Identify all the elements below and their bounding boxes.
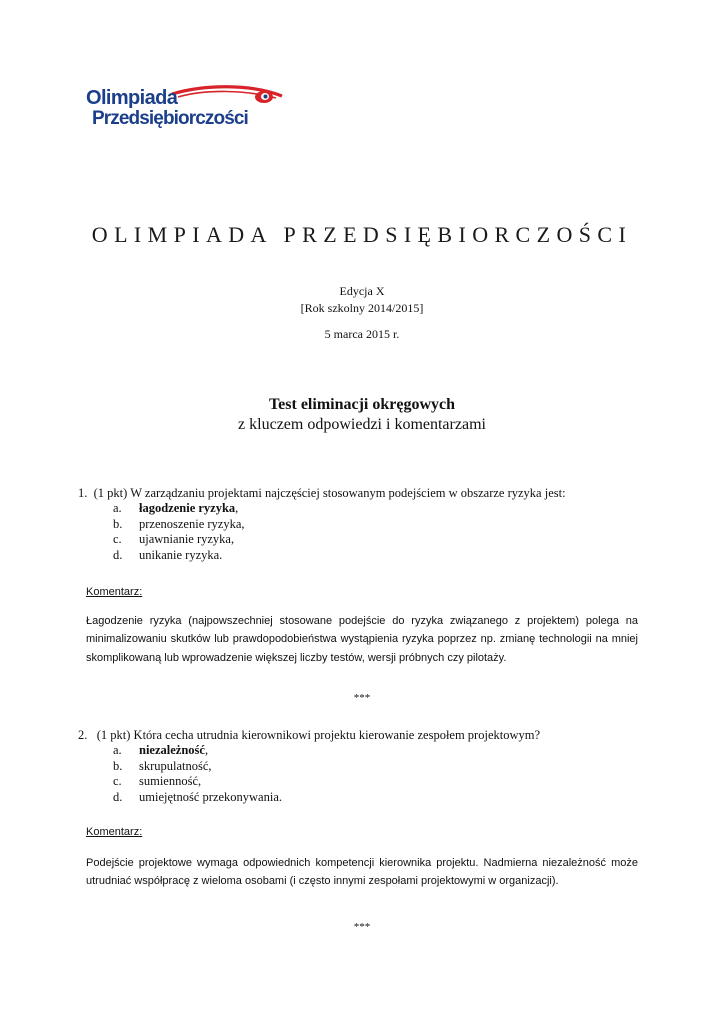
comment-label: Komentarz: [86,826,143,838]
question-1 [78,485,644,563]
separator: *** [353,692,371,704]
answer-option-b [113,517,644,533]
question-prompt: (1 pkt) Która cecha utrudnia kierownikowi projektu kierowanie zespołem projektowym? [96,728,541,742]
option-text: ujawnianie ryzyka, [139,532,235,546]
question-2-text [78,727,644,743]
option-letter: c. [113,532,122,546]
option-text: przenoszenie ryzyka, [139,516,245,531]
correct-answer: niezależność [139,743,205,757]
question-prompt: (1 pkt) W zarządzaniu projektami najczęściej stosowanym podejściem w obszarze ryzyka jest: [93,486,566,500]
option-text: sumienność, [139,774,202,788]
option-letter: b. [113,758,123,773]
olimpiada-logo [86,82,286,128]
answer-options [113,743,644,805]
option-text: umiejętność przekonywania. [139,789,283,804]
answer-option-a [113,501,644,517]
comment-text: Łagodzenie ryzyka (najpowszechniej stosowane podejście do ryzyka związanego z projektem) polega na minimalizowaniu skutków lub prawdopodobieństwa wystąpienia ryzyka poprzez np. zmianę technologii na mniej skomplikowaną lub wprowadzenie większej liczby testów, wersji próbnych czy pilotaży. [86,615,638,664]
question-1-text [78,485,644,501]
answer-option-b [113,759,644,775]
answer-option-c [113,532,644,548]
option-suffix: , [204,743,209,757]
comment-label: Komentarz: [86,586,143,598]
option-letter: d. [113,789,123,804]
date-text: 5 marca 2015 r. [324,327,400,341]
comment-text: Podejście projektowe wymaga odpowiednich kompetencji kierownika projektu. Nadmierna niezależność może utrudniać współpracę z wieloma osobami (i często innymi zespołami projektowymi w organizacji). [86,857,638,888]
test-subtitle: z kluczem odpowiedzi i komentarzami [238,416,486,433]
edition-block [0,283,724,317]
option-letter: a. [113,743,122,757]
option-letter: c. [113,774,122,788]
option-letter: a. [113,501,122,515]
answer-option-d [113,548,644,564]
option-letter: d. [113,547,123,562]
test-title: Test eliminacji okręgowych [268,396,456,413]
answer-option-d [113,790,644,806]
correct-answer: łagodzenie ryzyka [139,501,236,515]
logo-eye-icon [86,82,286,128]
question-2 [78,727,644,805]
option-text: unikanie ryzyka. [139,547,223,562]
answer-option-c [113,774,644,790]
question-number: 2. [78,728,88,742]
logo-line2: Przedsiębiorczości [92,108,248,128]
logo-line1: Olimpiada [86,87,178,109]
page-title: OLIMPIADA PRZEDSIĘBIORCZOŚCI [91,222,633,247]
option-text: skrupulatność, [139,758,212,773]
option-letter: b. [113,516,123,531]
separator: *** [353,921,371,933]
answer-options [113,501,644,563]
school-year-text: [Rok szkolny 2014/2015] [300,301,424,315]
option-suffix: , [235,501,239,515]
question-number: 1. [78,486,88,500]
edition-text: Edycja X [339,284,385,298]
answer-option-a [113,743,644,759]
